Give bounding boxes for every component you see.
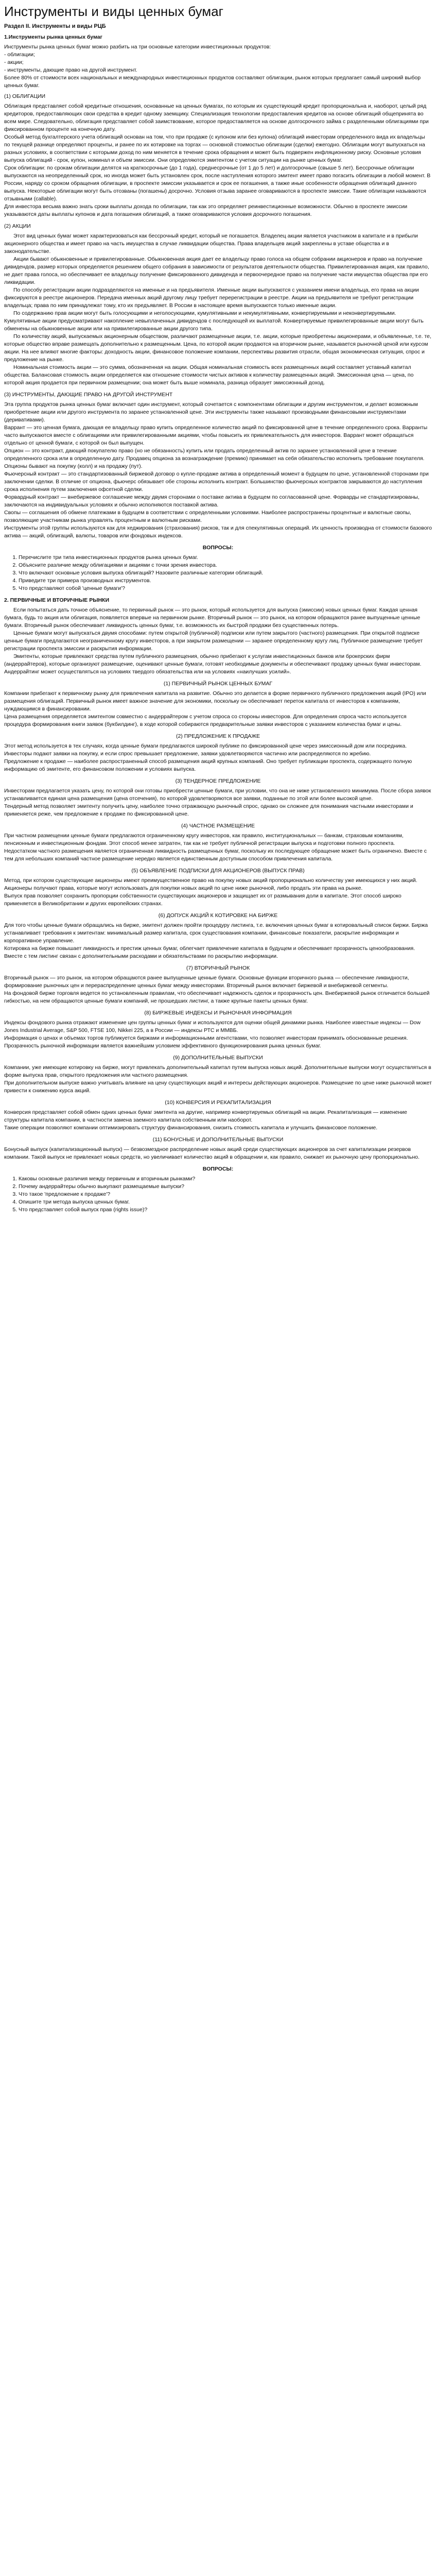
section-primary-market (4, 690, 432, 728)
section-instruments (4, 43, 432, 218)
paragraph: Инструменты этой группы используются как для хеджирования (страхования) рисков, так и для спекулятивных операций. Их ценность производна от стоимости базового актива — акций, облигаций, валюты, товаров или фондовых индексов. (4, 525, 432, 539)
question-item: 4. Опишите три метода выпуска ценных бумаг. (19, 1198, 432, 1206)
questions-title: ВОПРОСЫ: (202, 545, 234, 551)
paragraph: Недостатком частного размещения является ограниченная ликвидность размещенных бумаг, поскольку их последующее обращение может быть ограничено. Вместе с тем для небольших компаний частное размещение нередко является единственным доступным способом привлечения капитала. (4, 848, 427, 862)
subsection-heading-bonus-issues: (11) БОНУСНЫЕ И ДОПОЛНИТЕЛЬНЫЕ ВЫПУСКИ (152, 1137, 284, 1143)
subsection-heading-additional-issues: (9) ДОПОЛНИТЕЛЬНЫЕ ВЫПУСКИ (173, 1055, 263, 1061)
paragraph: На фондовой бирже торговля ведется по установленным правилам, что обеспечивает надежность сделок и прозрачность цен. Внебиржевой рынок отличается большей гибкостью, на нем обращаются ценные бумаги компаний, не прошедших листинг, а также крупные пакеты ценных бумаг. (4, 990, 430, 1004)
section-rights-issue (4, 877, 432, 908)
paragraph: При дополнительном выпуске важно учитывать влияние на цену существующих акций и интересы действующих акционеров. Размещение по цене ниже рыночной может привести к снижению курса акций. (4, 1080, 432, 1094)
question-item: 4. Приведите три примера производных инструментов. (19, 577, 432, 585)
paragraph: Облигация представляет собой кредитные отношения, основанные на ценных бумагах, по которым их существующий кредит пропорциональна и, наоборот, целый ряд кредиторов, предоставляющих свои средства в кредит одному заемщику. Специализация технологии предоставления кредитов на основе облигаций общепринята во всем мире. Следовательно, облигация представляет собой заимствование, которое предоставляется на основе долгосрочного займа с разделенными облигациями при фиксированном проценте на конечную дату. (4, 103, 429, 132)
paragraph: Этот метод используется в тех случаях, когда ценные бумаги предлагаются широкой публике по фиксированной цене через эмиссионный дом или посредника. Инвесторы подают заявки на покупку, и если спрос превышает предложение, заявки удовлетворяются частично или распределяются по жребию. (4, 743, 407, 757)
document-page (0, 0, 436, 1221)
section-indices (4, 1019, 432, 1050)
document-title: Инструменты и виды ценных бумаг (4, 4, 224, 19)
section-conversion (4, 1109, 432, 1132)
paragraph: Опцион — это контракт, дающий покупателю право (но не обязанность) купить или продать определенный актив по заранее установленной цене в течение определенного срока или в определенную дату. Продавец опциона за вознаграждение (премию) принимает на себя обязательство исполнить требование покупателя. Опционы бывают на покупку (колл) и на продажу (пут). (4, 448, 425, 469)
paragraph: Акции бывают обыкновенные и привилегированные. Обыкновенная акция дает ее владельцу право голоса на общем собрании акционеров и право на получение дивидендов, размер которых определяется решением общего собрания в зависимости от результатов деятельности общества. Привилегированная акция, как правило, не дает права голоса, но обеспечивает ее владельцу получение фиксированного дивиденда и первоочередное право на получение части имущества общества при его ликвидации. (4, 256, 429, 285)
subsection-heading-offer-for-sale: (2) ПРЕДЛОЖЕНИЕ К ПРОДАЖЕ (176, 733, 260, 739)
paragraph: Тендерный метод позволяет эмитенту получить цену, наиболее точно отражающую рыночный спрос, однако он сложнее для понимания частными инвесторами и применяется реже, чем предложение к продаже по фиксированной цене. (4, 803, 413, 817)
paragraph: По содержанию прав акции могут быть голосующими и неголосующими, кумулятивными и некумулятивными, конвертируемыми и неконвертируемыми. Кумулятивные акции предусматривают накопление невыплаченных дивидендов с последующей их выплатой. Конвертируемые привилегированные акции могут быть обменены на обыкновенные акции или на привилегированные акции другого типа. (4, 310, 424, 332)
paragraph: Информация о ценах и объемах торгов публикуется биржами и информационными агентствами, что позволяет инвесторам принимать обоснованные решения. Прозрачность рыночной информации является важнейшим условием эффективного функционирования рынка ценных бумаг. (4, 1035, 408, 1049)
subsection-heading-bonds: (1) ОБЛИГАЦИИ (4, 93, 46, 99)
paragraph: Котировка на бирже повышает ликвидность и престиж ценных бумаг, облегчает привлечение капитала в будущем и обеспечивает прозрачность ценообразования. Вместе с тем листинг связан с дополнительными расходами и обязательствами по раскрытию информации. (4, 945, 415, 959)
section-offer-for-sale (4, 742, 432, 773)
section-markets (4, 606, 432, 676)
subsection-heading-private-placement: (4) ЧАСТНОЕ РАЗМЕЩЕНИЕ (181, 823, 255, 829)
paragraph: Ценные бумаги могут выпускаться двумя способами: путем открытой (публичной) подписки или путем закрытого (частного) размещения. При открытой подписке ценные бумаги предлагаются неограниченному кругу инвесторов, а при закрытом размещении — заранее определенному кругу лиц. Публичное размещение требует регистрации проспекта эмиссии и раскрытия информации. (4, 630, 423, 652)
paragraph: Варрант — это ценная бумага, дающая ее владельцу право купить определенное количество акций по фиксированной цене в течение определенного срока. Варранты часто выпускаются вместе с облигациями или привилегированными акциями, чтобы повысить их привлекательность для инвесторов. Варрант может обращаться отдельно от ценной бумаги, с которой он был выпущен. (4, 425, 428, 446)
paragraph: Срок облигации: по срокам облигации делятся на краткосрочные (до 1 года), среднесрочные (от 1 до 5 лет) и долгосрочные (свыше 5 лет). Бессрочные облигации выпускаются на неопределенный срок, но иногда может быть установлен срок, после наступления которого эмитент имеет право погасить облигации в любой момент. В России, наряду со сроком обращения облигации, в проспекте эмиссии указывается и срок ее погашения, а также иные особенности обращения облигаций данного выпуска. Некоторые облигации могут быть отозваны (погашены) досрочно. Условия отзыва заранее оговариваются в проспекте эмиссии. Такие облигации называются отзывными (callable). (4, 165, 431, 202)
subsection-heading-indices: (8) БИРЖЕВЫЕ ИНДЕКСЫ И РЫНОЧНАЯ ИНФОРМАЦИЯ (144, 1010, 292, 1016)
section-derivatives (4, 401, 432, 540)
subsection-heading-listing: (6) ДОПУСК АКЦИЙ К КОТИРОВКЕ НА БИРЖЕ (158, 912, 278, 919)
list-line: - облигации; (4, 52, 35, 58)
question-item: 2. Объясните различие между облигациями и акциями с точки зрения инвестора. (19, 562, 432, 569)
section-shares (4, 232, 432, 387)
paragraph: Цена размещения определяется эмитентом совместно с андеррайтером с учетом спроса со стороны инвесторов. Для определения спроса часто используется процедура формирования книги заявок (букбилдинг), в ходе которой собираются предварительные заявки инвесторов с указанием количества бумаг и цены. (4, 714, 407, 727)
section-tender (4, 787, 432, 818)
section-heading-instruments: 1.Инструменты рынка ценных бумаг (4, 34, 102, 40)
document-subtitle: Раздел II. Инструменты и виды РЦБ (4, 23, 106, 29)
questions-list (4, 554, 432, 592)
paragraph: Метод, при котором существующие акционеры имеют преимущественное право на покупку новых акций пропорционально количеству уже имеющихся у них акций. Акционеры получают права, которые могут использовать для покупки новых акций по цене ниже рыночной, либо продать эти права на рынке. (4, 877, 417, 891)
paragraph: Эмитенты, которые привлекают средства путем публичного размещения, обычно прибегают к услугам инвестиционных банков или брокерских фирм (андеррайтеров), которые организуют размещение, оценивают ценные бумаги, готовят необходимые документы и обеспечивают продажу ценных бумаг инвесторам. Андеррайтинг может осуществляться на условиях твердого обязательства или на условиях «наилучших усилий». (4, 653, 422, 675)
subsection-heading-rights-issue: (5) ОБЪЯВЛЕНИЕ ПОДПИСКИ ДЛЯ АКЦИОНЕРОВ (ВЫПУСК ПРАВ) (131, 868, 305, 874)
paragraph: Компании прибегают к первичному рынку для привлечения капитала на развитие. Обычно это делается в форме первичного публичного предложения акций (IPO) или размещения облигаций. Первичный рынок имеет важное значение для экономики, поскольку он обеспечивает переток капитала от инвесторов к компаниям, нуждающимся в финансировании. (4, 690, 426, 712)
question-item: 1. Перечислите три типа инвестиционных продуктов рынка ценных бумаг. (19, 554, 432, 562)
paragraph: По количеству акций, выпускаемых акционерным обществом, различают размещенные акции, т.е. акции, которые приобретены акционерами, и объявленные, т.е. те, которые общество вправе размещать дополнительно к размещенным. Цена, по которой акции продаются на вторичном рынке, называется рыночной ценой или курсом акции. На нее влияют многие факторы: доходность акции, финансовое положение компании, перспективы развития отрасли, общая экономическая ситуация, спрос и предложение на рынке. (4, 333, 431, 363)
paragraph: Инвесторам предлагается указать цену, по которой они готовы приобрести ценные бумаги, при условии, что она не ниже установленного минимума. После сбора заявок устанавливается единая цена размещения (цена отсечения), по которой удовлетворяются все заявки, поданные по этой или более высокой цене. (4, 788, 431, 802)
section-private-placement (4, 832, 432, 863)
subsection-heading-secondary-market: (7) ВТОРИЧНЫЙ РЫНОК (186, 965, 250, 971)
paragraph: Бонусный выпуск (капитализационный выпуск) — безвозмездное распределение новых акций среди существующих акционеров за счет капитализации резервов компании. Такой выпуск не привлекает новых средств, но увеличивает количество акций в обращении и, как правило, снижает их рыночную цену пропорционально. (4, 1146, 420, 1160)
paragraph: Для того чтобы ценные бумаги обращались на бирже, эмитент должен пройти процедуру листинга, т.е. включения ценных бумаг в котировальный список биржи. Биржа устанавливает требования к эмитентам: минимальный размер капитала, срок существования компании, финансовые показатели, раскрытие информации и корпоративное управление. (4, 922, 428, 944)
list-line: - инструменты, дающие право на другой инструмент. (4, 67, 137, 73)
paragraph: Если попытаться дать точное объяснение, то первичный рынок — это рынок, который используется для выпуска (эмиссии) новых ценных бумаг. Каждая ценная бумага, будь то акция или облигация, появляется впервые на первичном рынке. Вторичный рынок — это рынок, на котором обращаются ранее выпущенные ценные бумаги. Вторичный рынок обеспечивает ликвидность ценных бумаг, т.е. возможность их быстрой продажи без существенных потерь. (4, 607, 421, 629)
question-item: 2. Почему андеррайтеры обычно выкупают размещаемые выпуски? (19, 1183, 432, 1191)
paragraph: Компании, уже имеющие котировку на бирже, могут привлекать дополнительный капитал путем выпуска новых акций. Дополнительные выпуски могут осуществляться в форме выпуска прав, открытого предложения или частного размещения. (4, 1064, 431, 1078)
paragraph: Индексы фондового рынка отражают изменение цен группы ценных бумаг и используются для оценки общей динамики рынка. Наиболее известные индексы — Dow Jones Industrial Average, S&P 500, FTSE 100, Nikkei 225, а в России — индексы РТС и ММВБ. (4, 1020, 421, 1033)
paragraph: Предложение к продаже — наиболее распространенный способ размещения акций крупных компаний. Оно требует публикации проспекта, содержащего полную информацию об эмитенте, его финансовом положении и условиях выпуска. (4, 758, 412, 772)
subsection-heading-conversion: (10) КОНВЕРСИЯ И РЕКАПИТАЛИЗАЦИЯ (165, 1099, 271, 1106)
paragraph: Фьючерсный контракт — это стандартизованный биржевой договор о купле-продаже актива в определенный момент в будущем по цене, установленной сторонами при заключении сделки. В отличие от опциона, фьючерс обязывает обе стороны исполнить контракт. Большинство фьючерсных контрактов закрываются до наступления срока исполнения путем заключения офсетной сделки. (4, 471, 429, 493)
paragraph: Форвардный контракт — внебиржевое соглашение между двумя сторонами о поставке актива в будущем по согласованной цене. Форварды не стандартизированы, заключаются на индивидуальных условиях и обычно исполняются поставкой актива. (4, 494, 420, 508)
paragraph: Номинальная стоимость акции — это сумма, обозначенная на акции. Общая номинальная стоимость всех размещенных акций составляет уставный капитал общества. Балансовая стоимость акции определяется как отношение стоимости чистых активов к количеству размещенных акций. Эмиссионная цена — цена, по которой акция продается при первичном размещении; она может быть выше номинала, разница образует эмиссионный доход. (4, 364, 414, 386)
paragraph: Особый метод бухгалтерского учета облигаций основан на том, что при продаже (с купоном или без купона) облигаций инвесторам определенного вида их владельцы по текущей разнице определяют проценты, и ранее по их котировке на торгах — основной стоимостью облигации (сделки) ежегодно. Облигации могут выпускаться на разных условиях, в соответствии с которыми доход по ним меняется в течение срока обращения и может быть подвержен инфляционному риску. Основные условия выпуска облигаций - срок, купон, номинал и объем эмиссии. Они определяются эмитентом с учетом ситуации на рынке ценных бумаг. (4, 134, 425, 163)
paragraph: Такие операции позволяют компании оптимизировать структуру финансирования, снизить стоимость капитала и улучшить финансовое положение. (4, 1125, 378, 1131)
subsection-heading-tender: (3) ТЕНДЕРНОЕ ПРЕДЛОЖЕНИЕ (175, 778, 261, 784)
question-item: 1. Каковы основные различия между первичным и вторичным рынками? (19, 1175, 432, 1183)
subsection-heading-derivatives: (3) ИНСТРУМЕНТЫ, ДАЮЩИЕ ПРАВО НА ДРУГОЙ ИНСТРУМЕНТ (4, 392, 173, 398)
paragraph: При частном размещении ценные бумаги предлагаются ограниченному кругу инвесторов, как правило, институциональных — банкам, страховым компаниям, пенсионным и инвестиционным фондам. Этот способ менее затратен, так как не требует публичной регистрации выпуска и подготовки полного проспекта. (4, 833, 404, 846)
question-item: 5. Что представляют собой 'ценные бумаги'? (19, 585, 432, 592)
subsection-heading-shares: (2) АКЦИИ (4, 223, 31, 229)
paragraph: Вторичный рынок — это рынок, на котором обращаются ранее выпущенные ценные бумаги. Основные функции вторичного рынка — обеспечение ликвидности, формирование рыночных цен и перераспределение ценных бумаг между инвесторами. Вторичный рынок включает биржевой и внебиржевой сегменты. (4, 975, 409, 989)
question-item: 5. Что представляет собой выпуск прав (rights issue)? (19, 1206, 432, 1214)
paragraph: Для инвестора весьма важно знать сроки выплаты дохода по облигации, так как это определяет реинвестиционные возможности. Обычно в проспекте эмиссии указываются даты выплаты купонов и дата погашения облигаций, а также оговариваются условия досрочного погашения. (4, 204, 408, 217)
subsection-heading-primary-market: (1) ПЕРВИЧНЫЙ РЫНОК ЦЕННЫХ БУМАГ (163, 681, 273, 687)
section-additional-issues (4, 1064, 432, 1095)
question-item: 3. Что такое 'предложение к продаже'? (19, 1191, 432, 1198)
paragraph: Этот вид ценных бумаг может характеризоваться как бессрочный кредит, который не погашается. Владелец акции является участником в капитале и в прибыли акционерного общества и имеет право на часть имущества в случае ликвидации общества. Права владельцев акций закреплены в уставе общества и в законодательстве. (4, 233, 418, 255)
section-heading-markets: 2. ПЕРВИЧНЫЕ И ВТОРИЧНЫЕ РЫНКИ (4, 597, 110, 603)
list-line: - акции; (4, 59, 24, 65)
paragraph: Конверсия представляет собой обмен одних ценных бумаг эмитента на другие, например конвертируемых облигаций на акции. Рекапитализация — изменение структуры капитала компании, в частности замена заемного капитала собственным или наоборот. (4, 1109, 407, 1123)
paragraph: Выпуск прав позволяет сохранить пропорции собственности существующих акционеров и защищает их от размывания доли в капитале. Этот способ широко применяется в Великобритании и других европейских странах. (4, 893, 402, 907)
section-secondary-market (4, 974, 432, 1005)
paragraph: Инструменты рынка ценных бумаг можно разбить на три основные категории инвестиционных продуктов: (4, 44, 271, 50)
questions-list (4, 1175, 432, 1214)
section-bonus-issues (4, 1146, 432, 1161)
question-item: 3. Что включают основные условия выпуска облигаций? Назовите различные категории облигаций. (19, 569, 432, 577)
questions-title: ВОПРОСЫ: (202, 1166, 234, 1172)
section-listing (4, 922, 432, 960)
paragraph: Более 80% от стоимости всех национальных и международных инвестиционных продуктов составляют облигации, рынок которых предлагает самый широкий выбор ценных бумаг. (4, 75, 421, 89)
paragraph: Эта группа продуктов рынка ценных бумаг включает один инструмент, который сочетается с компонентами облигации и другим инструментом, и делает возможным приобретение акции или другого инструмента по заранее установленной цене. Эти инструменты также называют производными финансовыми инструментами (деривативами). (4, 401, 418, 423)
paragraph: Свопы — соглашения об обмене платежами в будущем в соответствии с определенными условиями. Наиболее распространены процентные и валютные свопы, позволяющие участникам рынка управлять процентным и валютным рисками. (4, 510, 411, 523)
paragraph: По способу регистрации акции подразделяются на именные и на предъявителя. Именные акции выпускаются с указанием имени владельца, его права на акции фиксируются в реестре акционеров. Передача именных акций другому лицу требует перерегистрации в реестре. Акции на предъявителя не требуют регистрации владельца; права по ним принадлежат тому, кто их предъявляет. В России в настоящее время выпускаются только именные акции. (4, 287, 419, 309)
